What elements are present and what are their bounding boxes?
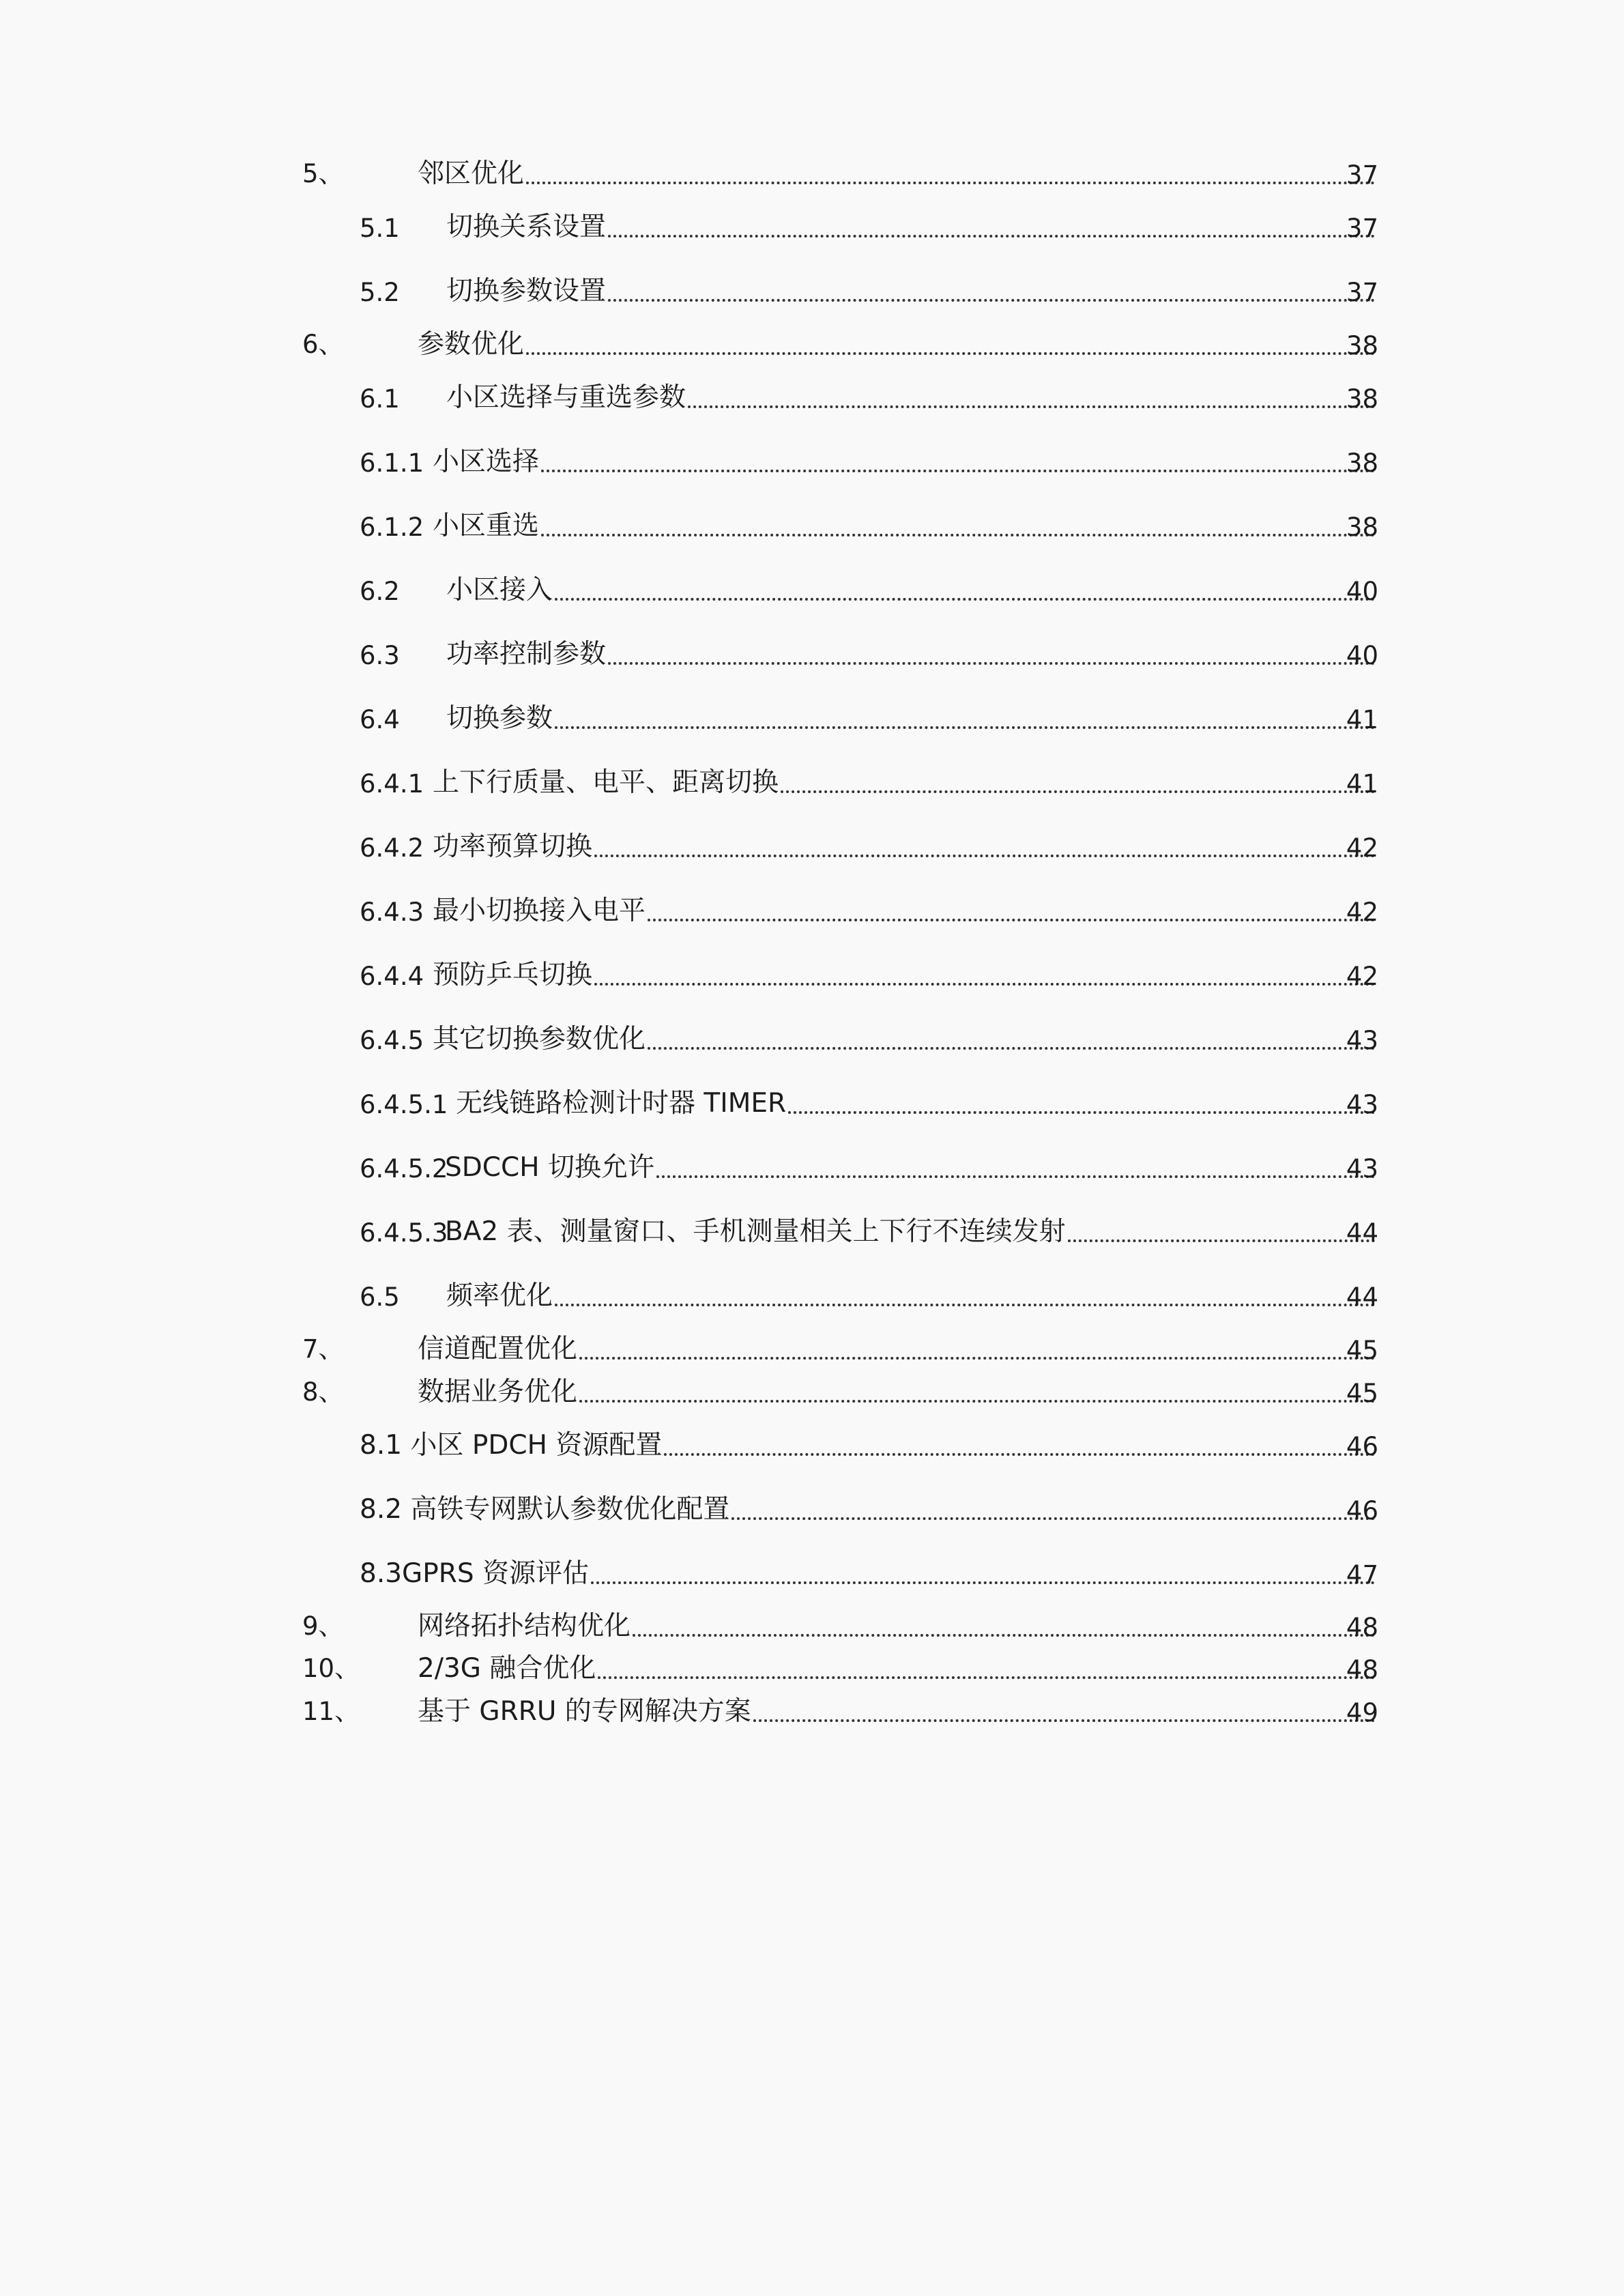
- toc-entry-page: 37: [1346, 160, 1378, 190]
- toc-entry-title: 功率控制参数: [446, 640, 607, 670]
- toc-entry-number: 8、: [302, 1377, 344, 1407]
- toc-entry-number: 6.4.5.2: [360, 1154, 448, 1183]
- toc-entry-title: 8.2 高铁专网默认参数优化配置: [360, 1495, 730, 1525]
- toc-entry-6-3[interactable]: [0, 631, 1624, 674]
- toc-entry-number: 6.4.5: [360, 1026, 424, 1055]
- toc-entry-number: 6.5: [360, 1282, 400, 1312]
- toc-entry-number: 5、: [302, 159, 344, 188]
- toc-entry-6-1-1[interactable]: [0, 438, 1624, 482]
- dot-leader: [688, 405, 1375, 408]
- dot-leader: [541, 470, 1375, 472]
- toc-entry-page: 43: [1346, 1154, 1378, 1183]
- toc-entry-page: 42: [1346, 833, 1378, 863]
- dot-leader: [656, 1175, 1375, 1178]
- dot-leader: [648, 919, 1375, 921]
- toc-entry-page: 40: [1346, 577, 1378, 606]
- toc-entry-title: 频率优化: [446, 1281, 553, 1312]
- dot-leader: [598, 1676, 1375, 1679]
- toc-entry-number: 11、: [302, 1697, 360, 1726]
- toc-entry-title: 预防乒乓切换: [433, 960, 593, 991]
- toc-entry-8-2[interactable]: [0, 1486, 1624, 1530]
- toc-entry-8-1[interactable]: [0, 1422, 1624, 1465]
- toc-entry-title: 小区重选: [433, 511, 540, 542]
- toc-entry-page: 38: [1346, 384, 1378, 414]
- toc-entry-page: 38: [1346, 448, 1378, 478]
- toc-entry-title: 小区选择与重选参数: [446, 383, 686, 414]
- toc-entry-8-3[interactable]: [0, 1550, 1624, 1594]
- toc-entry-6-4-5-1[interactable]: [0, 1080, 1624, 1123]
- toc-entry-page: 38: [1346, 513, 1378, 542]
- toc-entry-number: 6.4.5.3: [360, 1218, 448, 1248]
- dot-leader: [591, 1581, 1375, 1584]
- toc-entry-title: 小区选择: [433, 447, 540, 478]
- toc-entry-7[interactable]: [0, 1325, 1624, 1369]
- toc-entry-number: 6.1: [360, 384, 400, 414]
- toc-entry-6-2[interactable]: [0, 566, 1624, 610]
- toc-entry-title: BA2 表、测量窗口、手机测量相关上下行不连续发射: [445, 1217, 1066, 1248]
- toc-entry-page: 42: [1346, 898, 1378, 927]
- toc-entry-page: 47: [1346, 1560, 1378, 1590]
- toc-entry-page: 43: [1346, 1090, 1378, 1119]
- toc-entry-5-1[interactable]: [0, 203, 1624, 247]
- toc-entry-number: 6.4.4: [360, 962, 424, 991]
- dot-leader: [608, 235, 1375, 238]
- toc-entry-6-4-4[interactable]: [0, 951, 1624, 995]
- toc-entry-title: 参数优化: [418, 330, 525, 360]
- toc-entry-number: 6、: [302, 330, 344, 359]
- dot-leader: [579, 1357, 1375, 1360]
- dot-leader: [526, 352, 1375, 355]
- toc-entry-number: 9、: [302, 1611, 344, 1641]
- toc-entry-6-4-1[interactable]: [0, 759, 1624, 803]
- toc-entry-page: 37: [1346, 214, 1378, 243]
- toc-entry-number: 6.3: [360, 641, 400, 670]
- toc-entry-page: 43: [1346, 1026, 1378, 1055]
- toc-entry-number: 5.1: [360, 214, 400, 243]
- toc-entry-title: 上下行质量、电平、距离切换: [433, 768, 779, 799]
- toc-entry-title: 2/3G 融合优化: [418, 1654, 596, 1684]
- dot-leader: [731, 1517, 1375, 1520]
- toc-entry-6-1-2[interactable]: [0, 502, 1624, 546]
- toc-entry-page: 45: [1346, 1379, 1378, 1408]
- toc-entry-8[interactable]: [0, 1368, 1624, 1412]
- toc-entry-10[interactable]: [0, 1645, 1624, 1689]
- toc-entry-6[interactable]: [0, 321, 1624, 364]
- dot-leader: [555, 726, 1375, 729]
- dot-leader: [781, 790, 1375, 793]
- toc-entry-title: 切换参数: [446, 704, 553, 734]
- dot-leader: [579, 1400, 1375, 1403]
- toc-entry-page: 45: [1346, 1336, 1378, 1365]
- toc-entry-number: 5.2: [360, 278, 400, 307]
- toc-entry-title: 小区接入: [446, 575, 553, 606]
- toc-entry-page: 40: [1346, 641, 1378, 670]
- toc-entry-page: 41: [1346, 769, 1378, 799]
- toc-entry-title: SDCCH 切换允许: [445, 1153, 654, 1183]
- toc-entry-number: 6.4.3: [360, 898, 424, 927]
- toc-entry-9[interactable]: [0, 1603, 1624, 1646]
- toc-entry-page: 46: [1346, 1496, 1378, 1525]
- toc-entry-title: 基于 GRRU 的专网解决方案: [418, 1697, 751, 1727]
- dot-leader: [608, 299, 1375, 302]
- toc-entry-6-1[interactable]: [0, 374, 1624, 418]
- toc-entry-number: 6.4.5.1: [360, 1090, 448, 1119]
- dot-leader: [555, 1304, 1375, 1306]
- toc-entry-title: 8.1 小区 PDCH 资源配置: [360, 1431, 663, 1461]
- toc-entry-number: 6.2: [360, 577, 400, 606]
- toc-entry-page: 48: [1346, 1613, 1378, 1642]
- toc-entry-title: 切换参数设置: [446, 276, 607, 307]
- toc-entry-number: 6.4.2: [360, 833, 424, 863]
- toc-entry-title: 其它切换参数优化: [433, 1024, 646, 1055]
- toc-entry-page: 38: [1346, 331, 1378, 360]
- toc-entry-page: 49: [1346, 1698, 1378, 1727]
- dot-leader: [648, 1047, 1375, 1050]
- dot-leader: [555, 598, 1375, 601]
- toc-entry-number: 10、: [302, 1654, 360, 1683]
- toc-entry-page: 41: [1346, 705, 1378, 734]
- toc-entry-title: 功率预算切换: [433, 832, 593, 863]
- toc-entry-number: 6.1.1: [360, 448, 424, 478]
- dot-leader: [526, 182, 1375, 184]
- dot-leader: [753, 1719, 1375, 1722]
- toc-entry-title: 8.3GPRS 资源评估: [360, 1559, 590, 1590]
- toc-entry-5[interactable]: [0, 150, 1624, 194]
- dot-leader: [594, 983, 1375, 986]
- toc-entry-5-2[interactable]: [0, 268, 1624, 311]
- toc-entry-6-4-5-3[interactable]: [0, 1208, 1624, 1252]
- toc-entry-title: 最小切换接入电平: [433, 896, 646, 927]
- toc-entry-title: 网络拓扑结构优化: [418, 1611, 631, 1642]
- toc-entry-title: 邻区优化: [418, 159, 525, 190]
- toc-entry-page: 48: [1346, 1655, 1378, 1684]
- toc-entry-number: 6.4: [360, 705, 400, 734]
- dot-leader: [608, 662, 1375, 665]
- toc-entry-6-4[interactable]: [0, 695, 1624, 738]
- toc-entry-6-4-5[interactable]: [0, 1016, 1624, 1059]
- toc-entry-6-4-3[interactable]: [0, 887, 1624, 931]
- toc-entry-page: 46: [1346, 1432, 1378, 1461]
- toc-entry-number: 6.1.2: [360, 513, 424, 542]
- toc-entry-6-5[interactable]: [0, 1272, 1624, 1316]
- toc-entry-page: 44: [1346, 1218, 1378, 1248]
- toc-entry-title: 数据业务优化: [418, 1377, 578, 1408]
- toc-entry-page: 44: [1346, 1282, 1378, 1312]
- toc-entry-title: 切换关系设置: [446, 212, 607, 243]
- toc-entry-6-4-2[interactable]: [0, 823, 1624, 867]
- toc-entry-page: 42: [1346, 962, 1378, 991]
- dot-leader: [664, 1453, 1375, 1456]
- toc-entry-11[interactable]: [0, 1688, 1624, 1732]
- toc-entry-6-4-5-2[interactable]: [0, 1144, 1624, 1188]
- toc-entry-number: 6.4.1: [360, 769, 424, 799]
- toc-entry-page: 37: [1346, 278, 1378, 307]
- dot-leader: [633, 1634, 1375, 1637]
- dot-leader: [594, 855, 1375, 857]
- dot-leader: [788, 1111, 1375, 1114]
- dot-leader: [1068, 1239, 1375, 1242]
- toc-entry-title: 信道配置优化: [418, 1334, 578, 1365]
- toc-entry-title: 无线链路检测计时器 TIMER: [456, 1089, 787, 1119]
- dot-leader: [541, 534, 1375, 536]
- toc-entry-number: 7、: [302, 1334, 344, 1364]
